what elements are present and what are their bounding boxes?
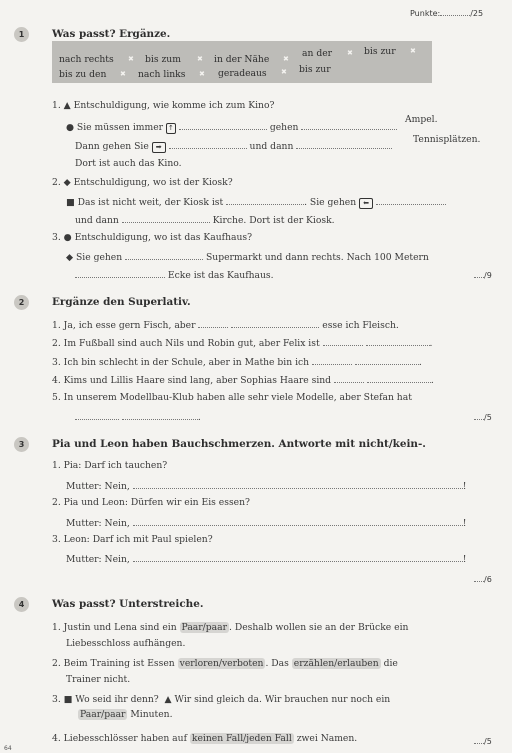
- exercise-2-number: 2: [14, 295, 29, 310]
- choice-option[interactable]: Paar/paar: [80, 709, 126, 720]
- word-bank-item: bis zur: [364, 46, 396, 57]
- word-bank: nach rechts ✖ bis zum ✖ in der Nähe ✖ an der ✖ bis zur ✖ bis zu den ✖ nach links ✖ geradeaus ✖ bis zur: [52, 41, 432, 83]
- word-bank-item: an der: [302, 48, 333, 59]
- ex4-s2: 2. Beim Training ist Essen verloren/verboten . Das erzählen/erlauben die: [52, 658, 398, 669]
- exercise-4-number: 4: [14, 597, 29, 612]
- ex1-q2-line2: und dann Kirche. Dort ist der Kiosk.: [75, 215, 335, 226]
- answer-gap[interactable]: [312, 355, 352, 365]
- word-bank-item: bis zum: [145, 54, 181, 65]
- answer-gap[interactable]: [334, 373, 364, 383]
- ex1-tennis: Tennisplätzen.: [413, 134, 481, 145]
- answer-gap[interactable]: [75, 268, 165, 278]
- answer-gap[interactable]: [169, 139, 247, 149]
- word-bank-item: bis zu den: [59, 69, 107, 80]
- answer-gap[interactable]: [323, 336, 363, 346]
- ex3-q3: 3. Leon: Darf ich mit Paul spielen?: [52, 534, 213, 545]
- ex3-a2: Mutter: Nein, !: [66, 518, 467, 529]
- word-bank-item: in der Nähe: [214, 54, 270, 65]
- punkte-label: Punkte: /25: [410, 6, 483, 18]
- ex1-q2-line1: ■ Das ist nicht weit, der Kiosk ist . Sie gehen ⬅: [66, 195, 446, 209]
- page-number: 64: [4, 745, 12, 752]
- exercise-2-title: Ergänze den Superlativ.: [52, 296, 191, 308]
- answer-gap[interactable]: [179, 120, 267, 130]
- ex3-a3: Mutter: Nein, !: [66, 554, 467, 565]
- answer-gap[interactable]: [376, 195, 446, 205]
- answer-gap[interactable]: [133, 516, 463, 526]
- ex4-s1-line2: Liebesschloss aufhängen.: [66, 638, 186, 649]
- ex2-s2: 2. Im Fußball sind auch Nils und Robin gut, aber Felix ist .: [52, 338, 433, 349]
- ex2-s5-line2: .: [75, 410, 201, 424]
- ex1-q3: 3. ● Entschuldigung, wo ist das Kaufhaus?: [52, 232, 253, 243]
- ex2-s1: 1. Ja, ich esse gern Fisch, aber esse ich Fleisch.: [52, 320, 399, 331]
- answer-gap[interactable]: [231, 318, 319, 328]
- ex3-score: /6: [474, 572, 492, 584]
- choice-option[interactable]: Paar/paar: [181, 622, 227, 633]
- ex2-score: /5: [474, 410, 492, 422]
- answer-gap[interactable]: [125, 250, 203, 260]
- exercise-3-title: Pia und Leon haben Bauchschmerzen. Antworte mit nicht/kein-.: [52, 438, 426, 450]
- ex4-score: /5: [474, 734, 492, 746]
- ex1-q1-line2: Dann gehen Sie ➡ und dann: [75, 139, 392, 153]
- ex1-q3-line1: ◆ Sie gehen Supermarkt und dann rechts. Nach 100 Metern: [66, 252, 429, 263]
- answer-gap[interactable]: [355, 355, 419, 365]
- exercise-1-number: 1: [14, 27, 29, 42]
- ex2-s4: 4. Kims und Lillis Haare sind lang, aber Sophias Haare sind .: [52, 375, 434, 386]
- ex4-s2-line2: Trainer nicht.: [66, 674, 131, 685]
- word-bank-item: nach links: [138, 69, 186, 80]
- answer-gap[interactable]: [122, 410, 198, 420]
- ex4-s3-line2: Paar/paar Minuten.: [80, 709, 173, 720]
- answer-gap[interactable]: [75, 410, 119, 420]
- ex1-q1-line3: Dort ist auch das Kino.: [75, 158, 182, 169]
- answer-gap[interactable]: [133, 552, 463, 562]
- word-bank-item: geradeaus: [218, 68, 267, 79]
- ex1-ampel: Ampel.: [405, 114, 438, 125]
- ex3-q2: 2. Pia und Leon: Dürfen wir ein Eis essen?: [52, 497, 250, 508]
- ex2-s3: 3. Ich bin schlecht in der Schule, aber in Mathe bin ich .: [52, 357, 422, 368]
- ex1-q1-line1: ● Sie müssen immer ↑ gehen: [66, 120, 397, 134]
- answer-gap[interactable]: [198, 318, 228, 328]
- ex3-a1: Mutter: Nein, !: [66, 481, 467, 492]
- arrow-left-icon: ⬅: [359, 198, 373, 209]
- word-bank-item: nach rechts: [59, 54, 114, 65]
- exercise-3-number: 3: [14, 437, 29, 452]
- word-bank-item: bis zur: [299, 64, 331, 75]
- answer-gap[interactable]: [296, 139, 392, 149]
- exercise-4-title: Was passt? Unterstreiche.: [52, 598, 204, 610]
- arrow-up-icon: ↑: [166, 123, 176, 134]
- ex1-q3-line2: Ecke ist das Kaufhaus.: [75, 268, 274, 282]
- ex1-q2: 2. ◆ Entschuldigung, wo ist der Kiosk?: [52, 177, 233, 188]
- ex2-s5: 5. In unserem Modellbau-Klub haben alle sehr viele Modelle, aber Stefan hat: [52, 392, 412, 403]
- answer-gap[interactable]: [301, 120, 397, 130]
- choice-option[interactable]: erzählen/erlauben: [293, 658, 379, 669]
- ex4-s4: 4. Liebesschlösser haben auf keinen Fall/jeden Fall zwei Namen.: [52, 733, 358, 744]
- answer-gap[interactable]: [122, 213, 210, 223]
- answer-gap[interactable]: [226, 195, 304, 205]
- exercise-1-title: Was passt? Ergänze.: [52, 28, 171, 40]
- ex3-q1: 1. Pia: Darf ich tauchen?: [52, 460, 168, 471]
- ex1-q1: 1. ▲ Entschuldigung, wie komme ich zum Kino?: [52, 100, 275, 111]
- arrow-right-icon: ➡: [152, 142, 166, 153]
- choice-option[interactable]: verloren/verboten: [179, 658, 264, 669]
- answer-gap[interactable]: [366, 336, 430, 346]
- answer-gap[interactable]: [367, 373, 431, 383]
- ex1-score: /9: [474, 268, 492, 280]
- answer-gap[interactable]: [133, 479, 463, 489]
- ex4-s3: 3. ■ Wo seid ihr denn? ▲ Wir sind gleich da. Wir brauchen nur noch ein: [52, 694, 391, 705]
- ex4-s1: 1. Justin und Lena sind ein Paar/paar . Deshalb wollen sie an der Brücke ein: [52, 622, 409, 633]
- choice-option[interactable]: keinen Fall/jeden Fall: [191, 733, 292, 744]
